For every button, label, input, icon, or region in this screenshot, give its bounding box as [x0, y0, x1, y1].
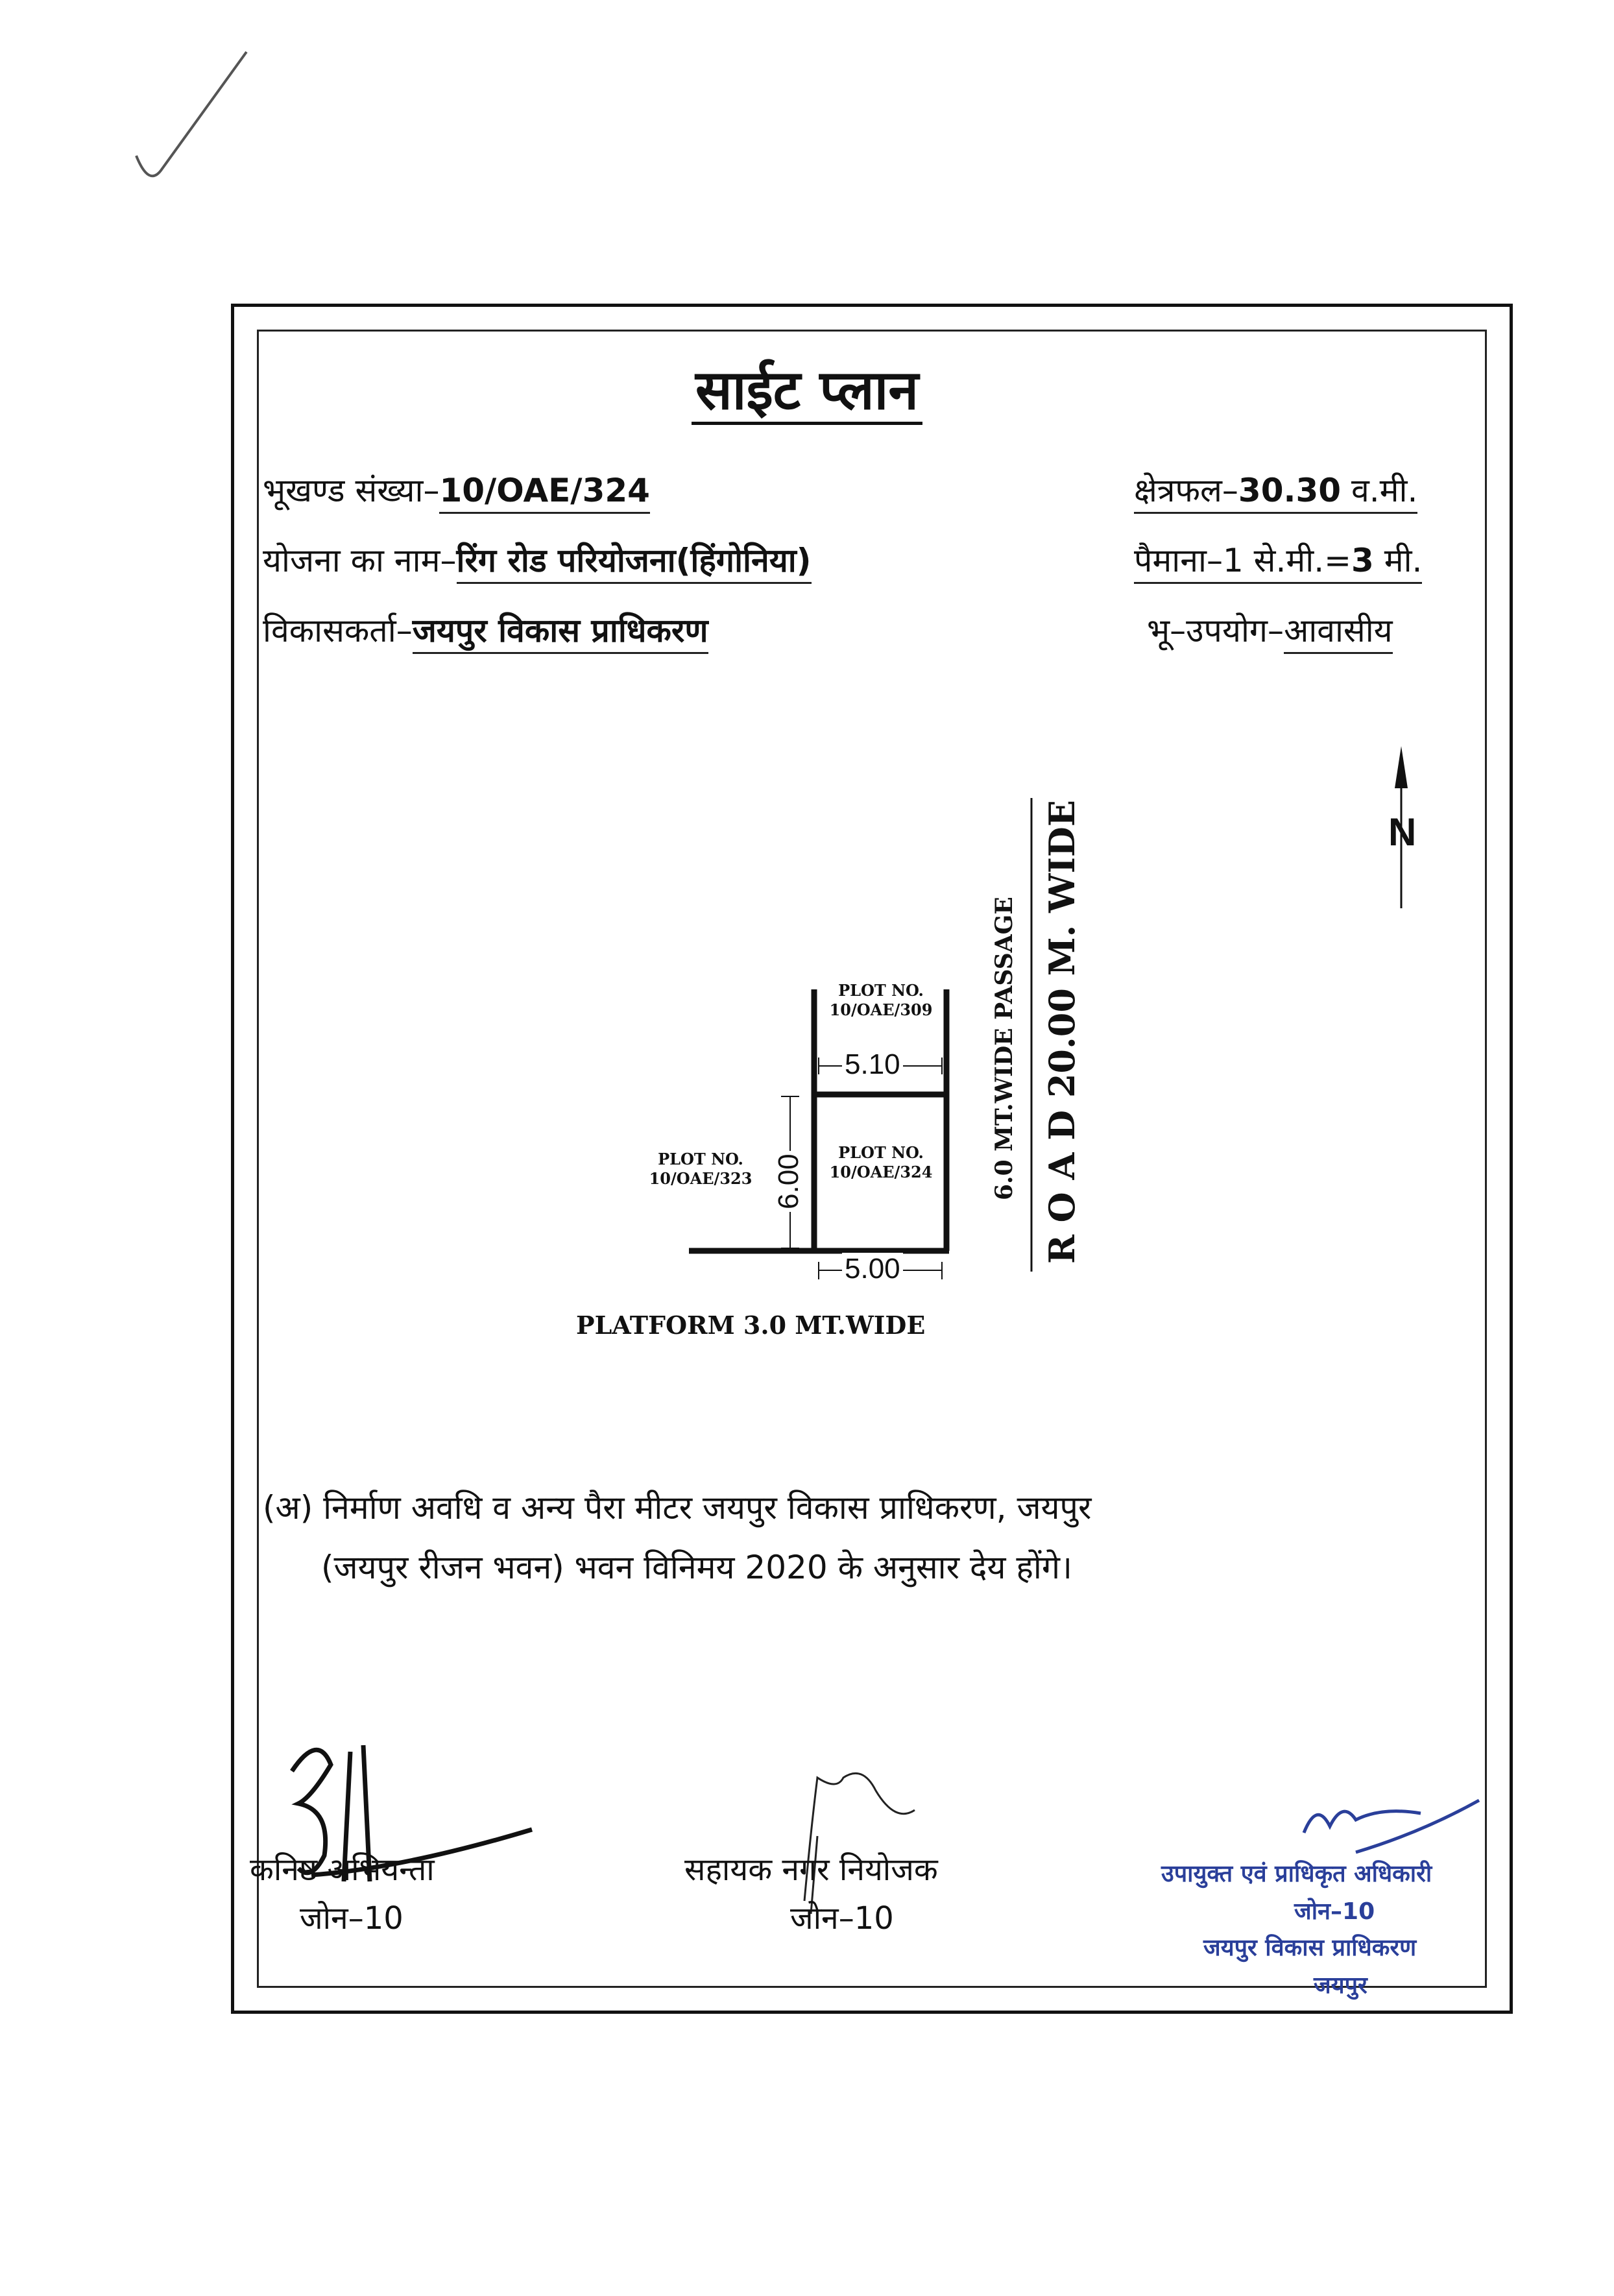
area-row: क्षेत्रफल–30.30 व.मी.: [1134, 467, 1417, 511]
page-title: साईट प्लान: [0, 350, 1614, 425]
landuse-row: भू–उपयोग–आवासीय: [1147, 607, 1393, 651]
dim-side: 6.00: [773, 1151, 805, 1212]
stamp-line4: जयपुर: [1314, 1972, 1367, 1999]
stamp-line3: जयपुर विकास प्राधिकरण: [1203, 1935, 1417, 1961]
developer-value: जयपुर विकास प्राधिकरण: [413, 612, 708, 654]
plot-number-value: 10/OAE/324: [439, 472, 650, 514]
plot-323-label: PLOT NO. 10/OAE/323: [649, 1150, 753, 1188]
stamp-line1: उपायुक्त एवं प्राधिकृत अधिकारी: [1161, 1861, 1432, 1887]
je-zone: जोन–10: [300, 1900, 404, 1937]
atp-zone: जोन–10: [790, 1900, 894, 1937]
signature-atp: [765, 1752, 934, 1920]
north-label: N: [1388, 810, 1417, 854]
north-arrow-icon: [1395, 746, 1408, 788]
dim-bottom: 5.00: [842, 1253, 903, 1285]
plot-309-label: PLOT NO. 10/OAE/309: [829, 981, 933, 1019]
signature-stamp: [1291, 1787, 1486, 1865]
developer-row: विकासकर्ता–जयपुर विकास प्राधिकरण: [263, 607, 708, 651]
passage-label: 6.0 MT.WIDE PASSAGE: [991, 897, 1018, 1200]
road-label: R O A D 20.00 M. WIDE: [1041, 800, 1083, 1264]
plot-324-label: PLOT NO. 10/OAE/324: [829, 1143, 933, 1181]
scale-row: पैमाना–1 से.मी.=3 मी.: [1134, 537, 1422, 581]
dim-top: 5.10: [842, 1048, 903, 1081]
plot-number-row: भूखण्ड संख्या–10/OAE/324: [263, 467, 650, 511]
atp-title: सहायक नगर नियोजक: [684, 1852, 938, 1888]
platform-label: PLATFORM 3.0 MT.WIDE: [576, 1311, 926, 1340]
note-paragraph: (अ) निर्माण अवधि व अन्य पैरा मीटर जयपुर विकास प्राधिकरण, जयपुर (जयपुर रीजन भवन) भवन विनिमय 2020 के अनुसार देय होंगे।: [263, 1489, 1092, 1586]
scheme-value: रिंग रोड परियोजना(हिंगोनिया): [457, 542, 812, 584]
scheme-row: योजना का नाम–रिंग रोड परियोजना(हिंगोनिया): [263, 537, 812, 581]
je-title: कनिष्ठ अभियन्ता: [250, 1852, 435, 1888]
stamp-line2: जोन–10: [1294, 1898, 1375, 1925]
